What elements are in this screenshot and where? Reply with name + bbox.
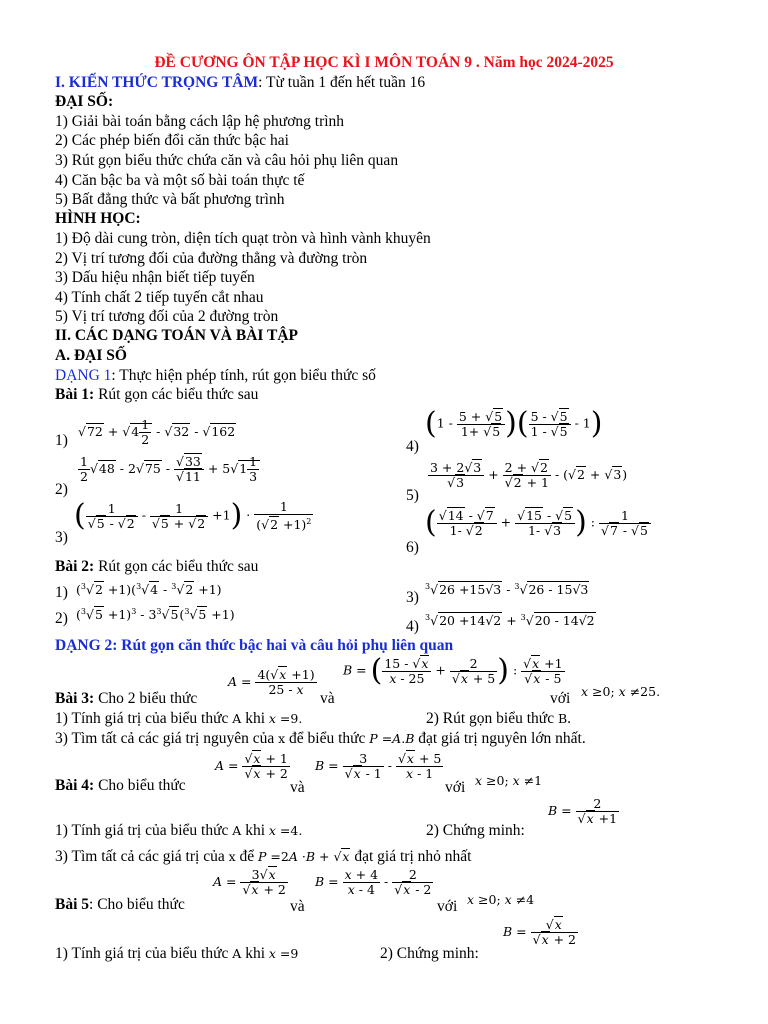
q2-text: 2) Rút gọn biểu thức — [426, 710, 555, 727]
expr-1-4: (1 - $\frac{5 + √5}{1+ √5}$ )( $\frac{5 - √5}{1 - √5}$ - 1) — [425, 406, 603, 441]
bai-5-label: Bài 5 — [55, 896, 90, 913]
bai-5-intro — [55, 895, 185, 914]
bai-2-heading — [55, 557, 258, 576]
bai-5-with: với — [437, 898, 458, 915]
bai-3-q3: 3) Tìm tất cả các giá trị nguyên của x để biểu thức P =A.B đạt giá trị nguyên lớn nhất. — [55, 730, 586, 747]
bai-4-intro — [55, 776, 186, 795]
bai-3-q1: 1) Tính giá trị của biểu thức A khi x =9. — [55, 710, 303, 727]
bai-4-q1: 1) Tính giá trị của biểu thức A khi x =4. — [55, 822, 303, 839]
item-number: 5) — [406, 487, 419, 504]
item-number: 3) — [55, 529, 68, 546]
q1-text: 1) Tính giá trị của biểu thức — [55, 710, 229, 727]
bai-1-label: Bài 1: — [55, 386, 95, 403]
item-number: 1) — [55, 432, 68, 449]
section-1-label: I. KIẾN THỨC TRỌNG TÂM — [55, 74, 259, 91]
bai-1-rest: Rút gọn các biểu thức sau — [94, 386, 259, 403]
expr-2-4: $^3$√20 +14√2 + $^3$√20 - 14√2 — [425, 613, 595, 629]
expr-b5-a: A = $\frac{3√x}{√x + 2}$ — [213, 867, 286, 897]
item-number: 3) — [406, 589, 419, 606]
geometry-heading: HÌNH HỌC: — [55, 210, 141, 227]
expr-2-2: $(^3√5 +1)^3 - 3^3√5(^3√5 +1)$ — [76, 607, 235, 623]
geometry-item: 4) Tính chất 2 tiếp tuyến cắt nhau — [55, 289, 264, 306]
bai-5-and: và — [290, 898, 305, 915]
bai-4-and: và — [290, 779, 305, 796]
expr-b5-cond: x ≥0; x ≠4 — [467, 892, 535, 907]
expr-b4-cond: x ≥0; x ≠1 — [475, 773, 543, 788]
algebra-item: 2) Các phép biến đổi căn thức bậc hai — [55, 132, 289, 149]
section-1-heading — [55, 73, 425, 92]
dang-1-rest: : Thực hiện phép tính, rút gọn biểu thức số — [111, 367, 376, 384]
bai-2-rest: Rút gọn các biểu thức sau — [94, 558, 259, 575]
dang-1-heading — [55, 366, 376, 385]
document-title: ĐỀ CƯƠNG ÔN TẬP HỌC KÌ I MÔN TOÁN 9 . Năm học 2024-2025 — [154, 54, 614, 71]
section-1-rest: : Từ tuần 1 đến hết tuần 16 — [258, 74, 426, 91]
expr-b5-b: B = $\frac{x + 4}{x - 4}$ - $\frac{2}{√x - 2}$ — [315, 867, 432, 897]
q3-text-a: 3) Tìm tất cả các giá trị nguyên của — [55, 730, 275, 747]
item-number: 4) — [406, 438, 419, 455]
q3-text-b: để biểu thức — [289, 730, 366, 747]
bai-2-label: Bài 2: — [55, 558, 95, 575]
q3-text-a: 3) Tìm tất cả các giá trị của — [55, 848, 225, 865]
sub-a-heading: A. ĐẠI SỐ — [55, 347, 127, 364]
bai-4-q2: 2) Chứng minh: — [426, 822, 525, 839]
bai-5-intro-text: : Cho biểu thức — [89, 896, 185, 913]
bai-5-q2: 2) Chứng minh: — [380, 945, 479, 962]
item-number: 2) — [55, 610, 68, 627]
bai-5-q1: 1) Tính giá trị của biểu thức A khi x =9 — [55, 945, 299, 962]
geometry-item: 5) Vị trí tương đối của 2 đường tròn — [55, 308, 279, 325]
item-number: 1) — [55, 584, 68, 601]
item-number: 6) — [406, 539, 419, 556]
bai-3-with: với — [550, 690, 571, 707]
expr-1-6: ( $\frac{√14 - √7}{1- √2}$ + $\frac{√15 - √5}{1- √3}$ ) : $\frac{1}{√7 - √5}$ — [425, 508, 651, 538]
bai-4-q3: 3) Tìm tất cả các giá trị của x để P =2A ·B + √x đạt giá trị nhỏ nhất — [55, 848, 472, 865]
bai-4-label: Bài 4: — [55, 777, 95, 794]
expr-b3-cond: x ≥0; x ≠25. — [581, 684, 661, 699]
algebra-item: 1) Giải bài toán bằng cách lập hệ phương trình — [55, 113, 345, 130]
q1-when: khi — [245, 710, 265, 727]
section-2-heading: II. CÁC DẠNG TOÁN VÀ BÀI TẬP — [55, 327, 299, 344]
expr-1-5: $\frac{3 + 2√3}{√3}$ + $\frac{2 + √2}{√2 + 1}$ - (√2 + √3) — [430, 460, 628, 490]
q3-text-b: để — [239, 848, 255, 865]
expr-b4-proof: B = $\frac{2}{√x +1}$ — [548, 796, 618, 826]
algebra-heading: ĐẠI SỐ: — [55, 93, 114, 110]
expr-2-1: ($^3$√2 +1)($^3$√4 - $^3$√2 +1) — [76, 582, 222, 598]
item-number: 4) — [406, 618, 419, 635]
expr-2-3: $^3$√26 +15√3 - $^3$√26 - 15√3 — [425, 582, 589, 598]
algebra-item: 3) Rút gọn biểu thức chứa căn và câu hỏi phụ liên quan — [55, 152, 399, 169]
expr-1-2: $\frac{1}{2}$ √48 - 2√75 - $\frac{√33}{√11}$ + 5√1 $\frac{1}{3}$ — [78, 455, 260, 484]
expr-b3-a: A = $\frac{4(√x +1)}{25 - x}$ — [228, 667, 315, 697]
dang-2-heading: DẠNG 2: Rút gọn căn thức bậc hai và câu hỏi phụ liên quan — [55, 637, 454, 654]
q1-when: khi — [245, 822, 265, 839]
geometry-item: 3) Dấu hiệu nhận biết tiếp tuyến — [55, 269, 255, 286]
bai-1-heading — [55, 385, 258, 404]
geometry-item: 2) Vị trí tương đối của đường thẳng và đường tròn — [55, 250, 368, 267]
expr-1-3: ( $\frac{1}{√5 - √2}$ - $\frac{1}{√5 + √2}$ +1) · $\frac{1}{(√2 +1)^2}$ — [74, 498, 312, 534]
expr-b4-b: B = $\frac{3}{√x - 1}$ - $\frac{√x + 5}{x - 1}$ — [315, 751, 442, 781]
item-number: 2) — [55, 481, 68, 498]
bai-3-and: và — [320, 690, 335, 707]
expr-b4-a: A = $\frac{√x + 1}{√x + 2}$ — [215, 751, 288, 781]
geometry-item: 1) Độ dài cung tròn, diện tích quạt tròn và hình vành khuyên — [55, 230, 431, 247]
bai-3-label: Bài 3: — [55, 690, 95, 707]
expr-b3-b: B = ( $\frac{15 - √x}{x - 25}$ + $\frac{2}{√x + 5}$ ) : $\frac{√x +1}{√x - 5}$ — [343, 653, 563, 688]
bai-4-intro-text: Cho biểu thức — [94, 777, 186, 794]
q3-text-c: đạt giá trị nguyên lớn nhất. — [418, 730, 586, 747]
expr-1-1: √72 + √4 $\frac{1}{2}$ - √32 - √162 — [78, 417, 236, 447]
bai-3-intro — [55, 689, 197, 708]
q3-text-c: đạt giá trị nhỏ nhất — [354, 848, 472, 865]
bai-3-intro-text: Cho 2 biểu thức — [94, 690, 198, 707]
q1-text: 1) Tính giá trị của biểu thức — [55, 945, 229, 962]
algebra-item: 4) Căn bậc ba và một số bài toán thực tế — [55, 172, 305, 189]
q1-text: 1) Tính giá trị của biểu thức — [55, 822, 229, 839]
bai-3-q2: 2) Rút gọn biểu thức B. — [426, 710, 572, 727]
dang-1-label: DẠNG 1 — [55, 367, 112, 384]
bai-4-with: với — [445, 779, 466, 796]
q1-when: khi — [245, 945, 265, 962]
algebra-item: 5) Bất đẳng thức và bất phương trình — [55, 191, 285, 208]
expr-b5-proof: B = $\frac{√x}{√x + 2}$ — [503, 917, 577, 947]
